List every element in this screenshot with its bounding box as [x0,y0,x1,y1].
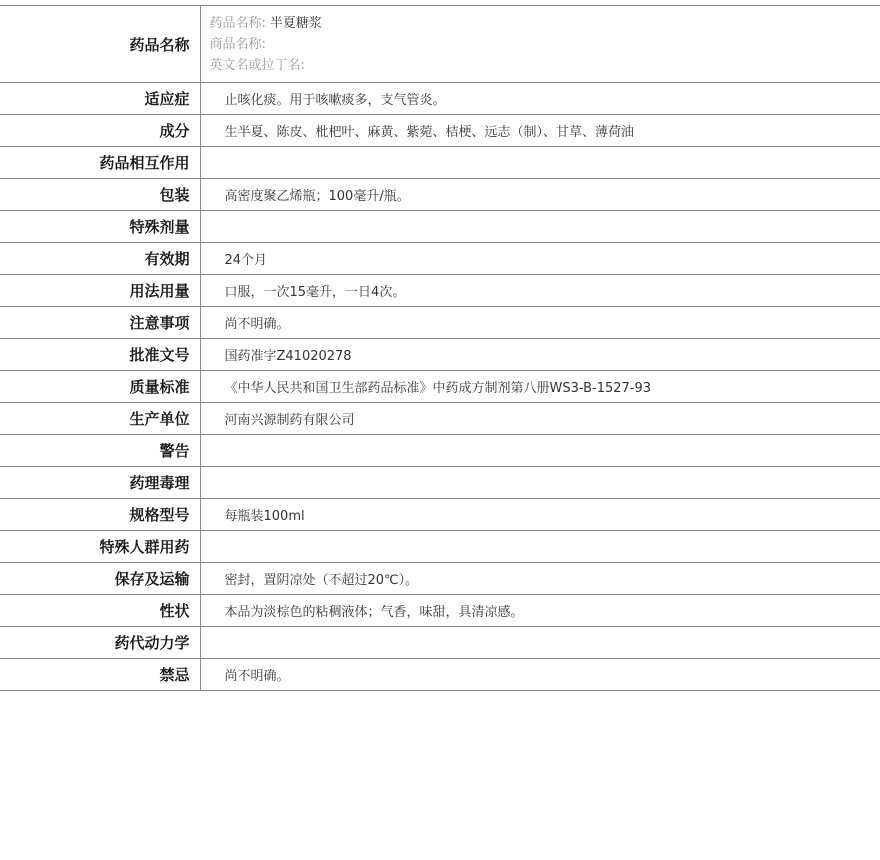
row-label: 有效期 [0,243,200,275]
spec-row-description [0,595,880,627]
generic-name-value: 半夏糖浆 [269,15,322,31]
row-value: 生半夏、陈皮、枇杷叶、麻黄、紫菀、桔梗、远志（制）、甘草、薄荷油 [200,115,880,147]
row-value: 国药准字Z41020278 [200,339,880,371]
row-value: 口服，一次15毫升，一日4次。 [200,275,880,307]
row-label: 药理毒理 [0,467,200,499]
spec-row-pharmacology [0,467,880,499]
row-value: 尚不明确。 [200,659,880,691]
drug-name-row [0,6,880,83]
row-value [200,147,880,179]
row-value: 每瓶装100ml [200,499,880,531]
spec-row-interactions [0,147,880,179]
spec-row-manufacturer [0,403,880,435]
row-value [200,435,880,467]
row-value: 尚不明确。 [200,307,880,339]
spec-row-precautions [0,307,880,339]
row-label: 性状 [0,595,200,627]
generic-name-line [210,13,880,34]
row-label: 批准文号 [0,339,200,371]
spec-row-contraindications [0,659,880,691]
spec-row-special-dose [0,211,880,243]
row-label: 特殊人群用药 [0,531,200,563]
row-label: 保存及运输 [0,563,200,595]
spec-row-dosage [0,275,880,307]
row-value [200,531,880,563]
row-value: 24个月 [200,243,880,275]
drug-name-values [200,6,880,83]
trade-name-key: 商品名称: [209,36,266,52]
spec-row-ingredients [0,115,880,147]
row-label: 用法用量 [0,275,200,307]
spec-row-specification [0,499,880,531]
row-label: 警告 [0,435,200,467]
row-value: 《中华人民共和国卫生部药品标准》中药成方制剂第八册WS3-B-1527-93 [200,371,880,403]
row-label: 特殊剂量 [0,211,200,243]
row-value: 本品为淡棕色的粘稠液体；气香，味甜，具清凉感。 [200,595,880,627]
latin-name-key: 英文名或拉丁名: [209,57,305,73]
row-label: 包装 [0,179,200,211]
latin-name-line [210,55,880,76]
row-label: 注意事项 [0,307,200,339]
row-label: 药代动力学 [0,627,200,659]
spec-row-shelf-life [0,243,880,275]
row-value: 高密度聚乙烯瓶；100毫升/瓶。 [200,179,880,211]
row-label: 适应症 [0,83,200,115]
row-value: 密封，置阴凉处（不超过20℃）。 [200,563,880,595]
row-value [200,627,880,659]
row-label: 质量标准 [0,371,200,403]
row-label: 禁忌 [0,659,200,691]
row-label: 规格型号 [0,499,200,531]
row-value: 河南兴源制药有限公司 [200,403,880,435]
spec-row-special-populations [0,531,880,563]
spec-row-storage [0,563,880,595]
row-value: 止咳化痰。用于咳嗽痰多，支气管炎。 [200,83,880,115]
row-value [200,211,880,243]
spec-row-pharmacokinetics [0,627,880,659]
spec-row-approval-number [0,339,880,371]
row-label: 药品相互作用 [0,147,200,179]
spec-row-warning [0,435,880,467]
generic-name-key: 药品名称: [209,15,266,31]
spec-row-quality-standard [0,371,880,403]
spec-row-indications [0,83,880,115]
trade-name-line [210,34,880,55]
drug-name-label: 药品名称 [0,6,200,83]
spec-row-packaging [0,179,880,211]
drug-spec-table [0,5,880,691]
row-label: 生产单位 [0,403,200,435]
row-label: 成分 [0,115,200,147]
row-value [200,467,880,499]
